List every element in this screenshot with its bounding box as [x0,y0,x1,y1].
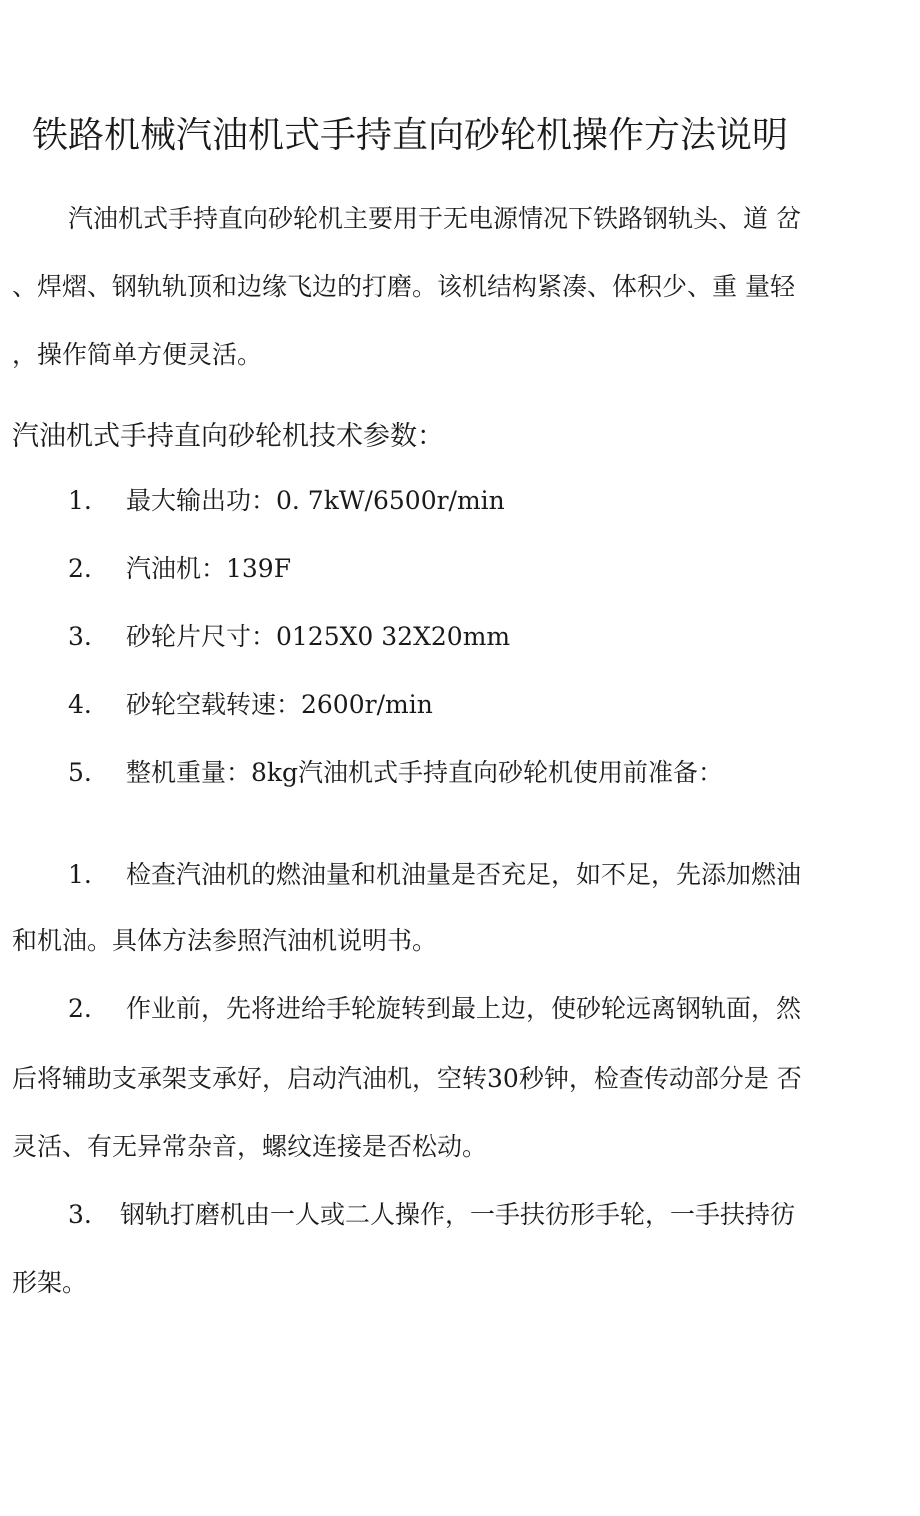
prep-number: 3. [68,1200,92,1229]
prep-item-1 [0,858,920,892]
prep-text: 检查汽油机的燃油量和机油量是否充足，如不足，先添加燃油 [126,860,802,889]
param-number: 1. [68,486,92,515]
param-text: 砂轮片尺寸：0125X0 32X20mm [126,622,511,651]
prep-item-2 [0,992,920,1026]
param-item-2 [0,552,920,586]
param-text: 汽油机：139F [126,554,292,583]
document-title: 铁路机械汽油机式手持直向砂轮机操作方法说明 [32,115,789,156]
param-text: 最大输出功：0. 7kW/6500r/min [126,486,505,515]
param-number: 4. [68,690,92,719]
prep-item-1-continued: 和机油。具体方法参照汽油机说明书。 [12,926,438,955]
param-item-1 [0,484,920,518]
prep-item-3 [0,1198,920,1232]
param-number: 2. [68,554,92,583]
params-heading: 汽油机式手持直向砂轮机技术参数： [12,421,444,452]
prep-text: 作业前，先将进给手轮旋转到最上边，使砂轮远离钢轨面，然 [126,994,802,1023]
intro-line-1: 汽油机式手持直向砂轮机主要用于无电源情况下铁路钢轨头、道 岔 [68,204,801,233]
param-number: 3. [68,622,92,651]
prep-text: 钢轨打磨机由一人或二人操作，一手扶彷形手轮，一手扶持彷 [120,1200,796,1229]
prep-number: 2. [68,994,92,1023]
intro-line-3: ，操作简单方便灵活。 [12,340,263,369]
param-text: 整机重量：8kg汽油机式手持直向砂轮机使用前准备： [126,758,724,787]
param-item-4 [0,688,920,722]
prep-item-2-continued: 灵活、有无异常杂音，螺纹连接是否松动。 [12,1132,488,1161]
prep-number: 1. [68,860,92,889]
param-text: 砂轮空载转速：2600r/min [126,690,433,719]
intro-line-2: 、焊熠、钢轨轨顶和边缘飞边的打磨。该机结构紧凑、体积少、重 量轻 [12,272,795,301]
param-item-5 [0,756,920,790]
param-item-3 [0,620,920,654]
prep-item-3-continued: 形架。 [12,1268,88,1297]
prep-item-2-continued: 后将辅助支承架支承好，启动汽油机，空转30秒钟，检查传动部分是 否 [12,1064,802,1093]
param-number: 5. [68,758,92,787]
